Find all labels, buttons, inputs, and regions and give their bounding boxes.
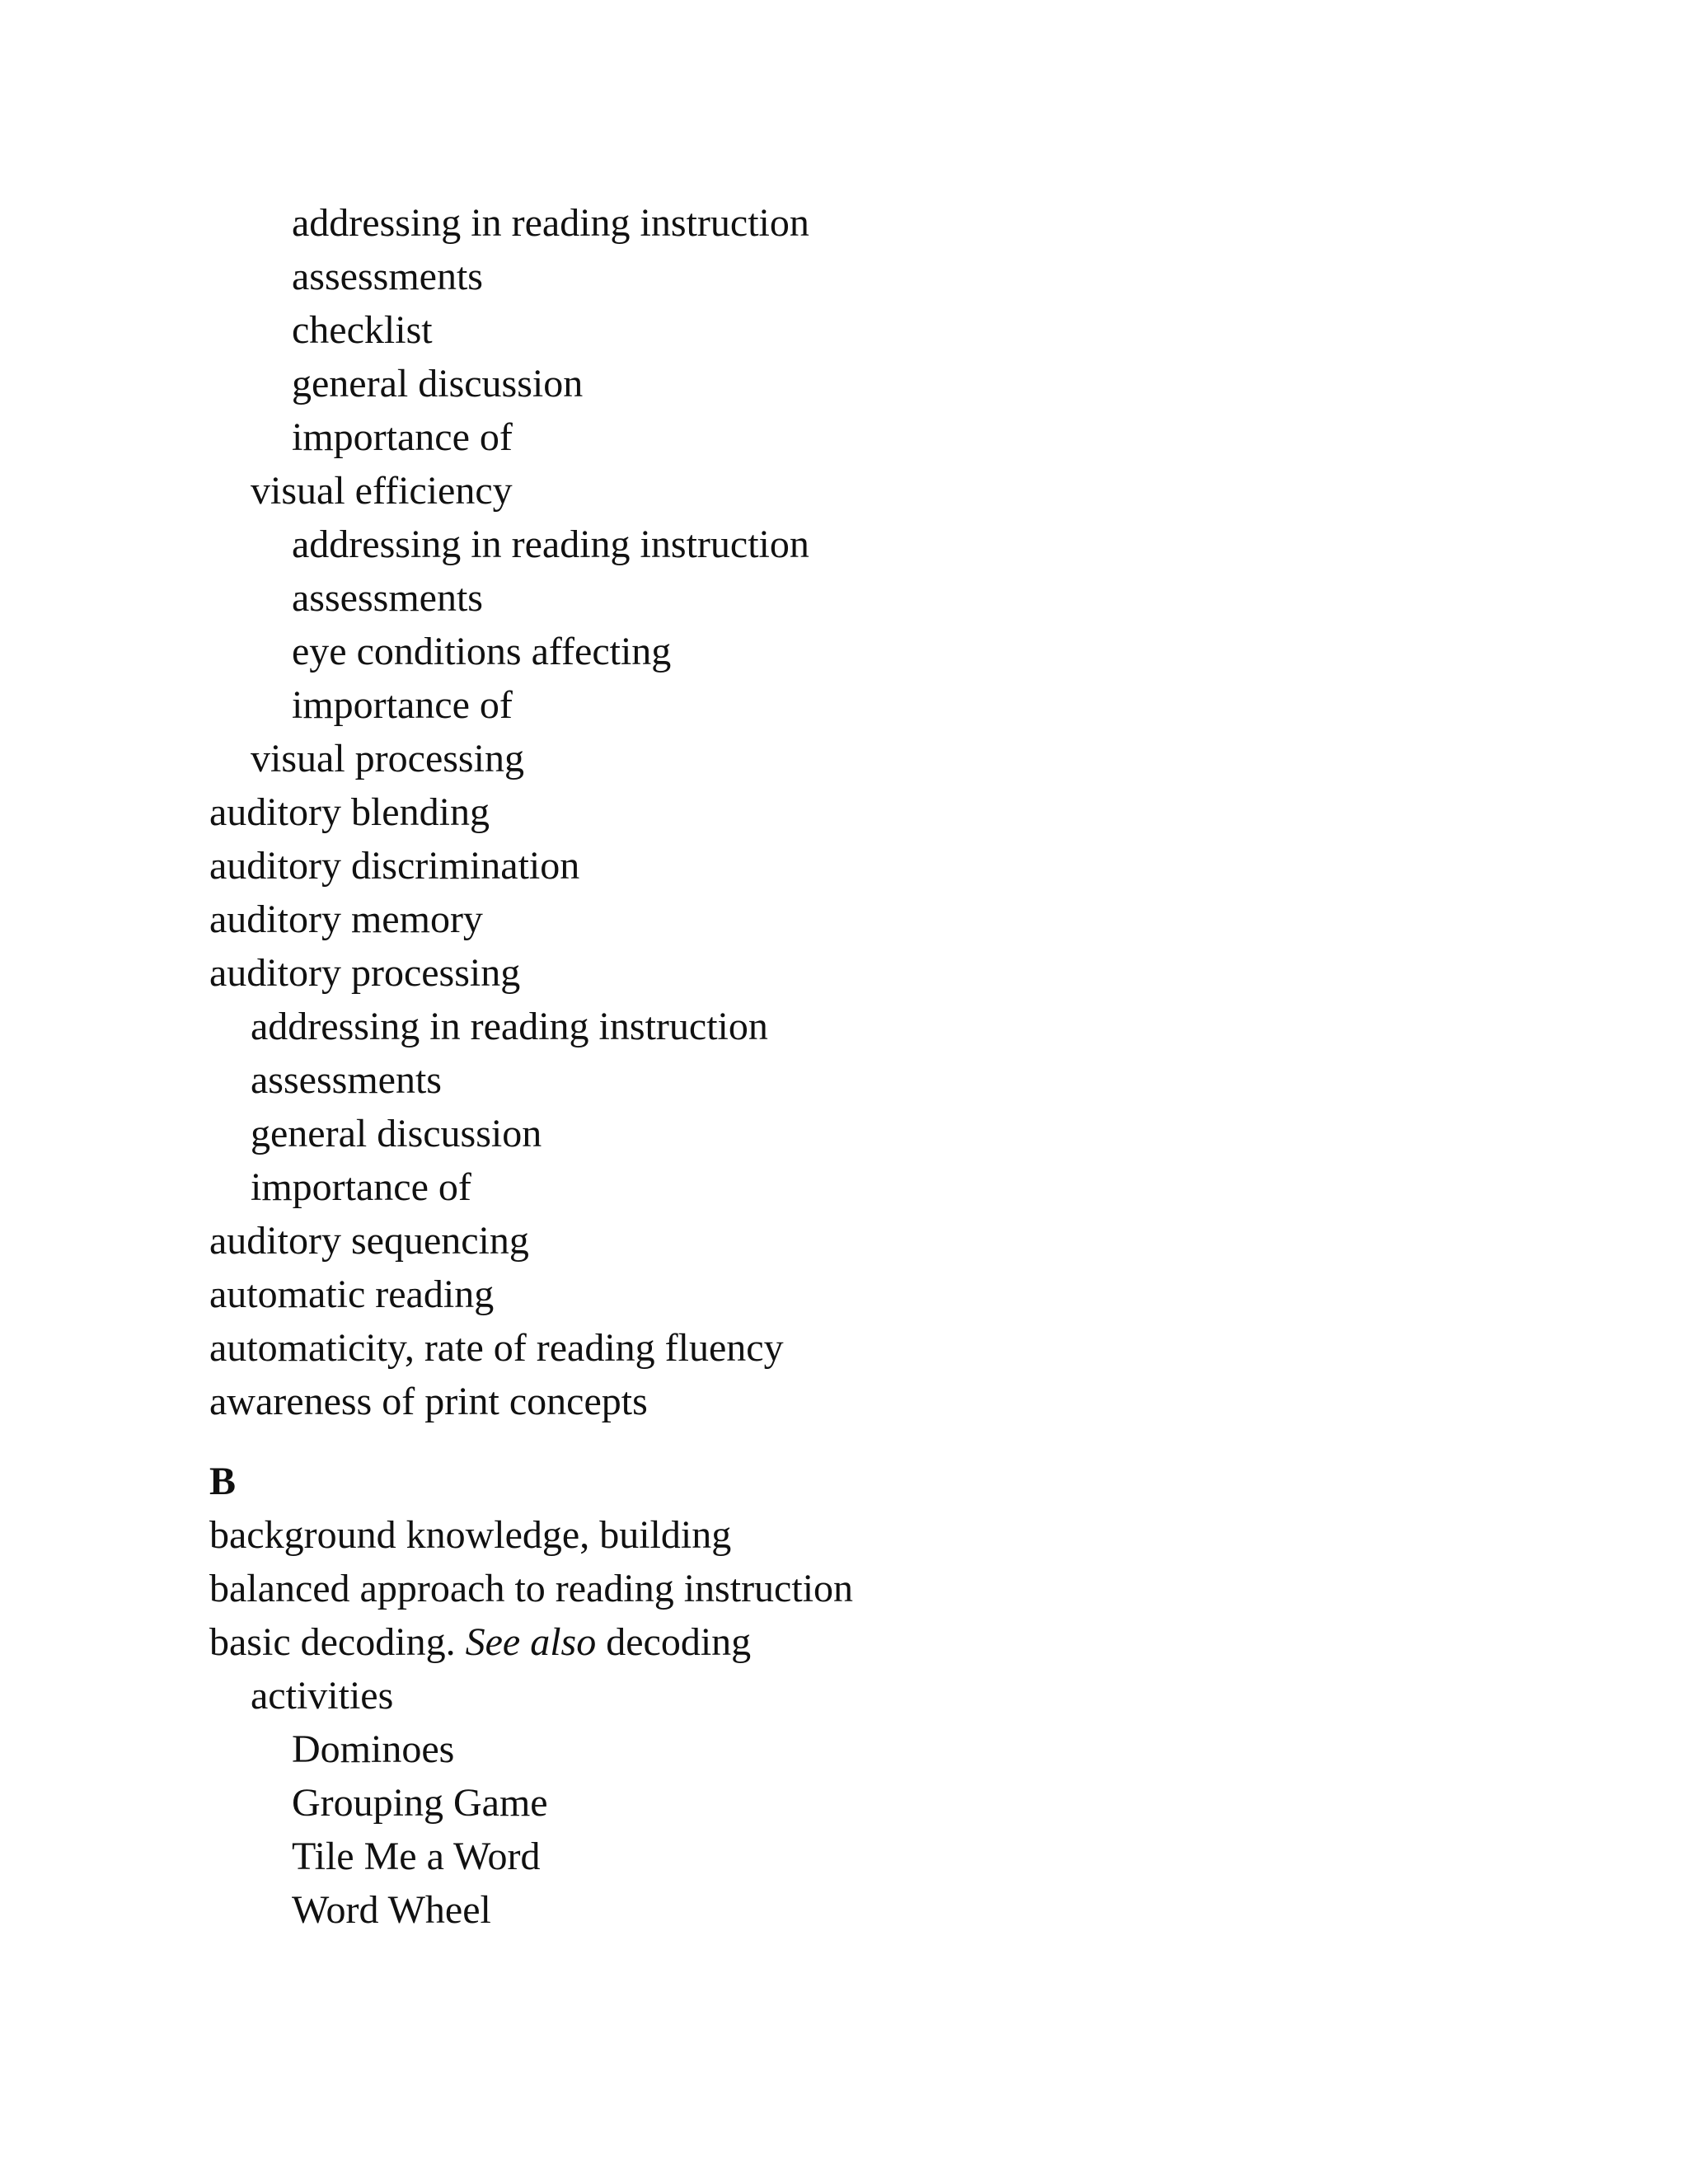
index-subentry: Grouping Game	[292, 1781, 548, 1825]
index-main-entry: auditory discrimination	[209, 844, 580, 888]
index-entry: visual efficiency	[251, 469, 513, 513]
index-subentry: Tile Me a Word	[292, 1835, 541, 1878]
index-entry: general discussion	[251, 1112, 542, 1155]
index-main-entry: awareness of print concepts	[209, 1380, 648, 1423]
index-entry: addressing in reading instruction	[251, 1005, 768, 1048]
index-subentry: general discussion	[292, 362, 584, 405]
index-entry: activities	[251, 1674, 394, 1718]
index-subentry: addressing in reading instruction	[292, 201, 809, 245]
index-subentry: assessments	[292, 255, 483, 298]
index-subentry: checklist	[292, 308, 433, 352]
index-entry: visual processing	[251, 737, 524, 780]
index-entry: importance of	[251, 1165, 471, 1209]
see-also-label: See also	[465, 1620, 597, 1664]
index-main-entry: auditory sequencing	[209, 1219, 529, 1263]
section-letter-heading: B	[209, 1460, 237, 1503]
entry-text: basic decoding.	[209, 1620, 466, 1664]
index-main-entry: automatic reading	[209, 1272, 495, 1316]
index-entry: assessments	[251, 1058, 442, 1102]
index-subentry: Word Wheel	[292, 1888, 491, 1932]
index-main-entry: auditory processing	[209, 951, 521, 995]
index-main-entry: auditory blending	[209, 790, 490, 834]
index-main-entry: balanced approach to reading instruction	[209, 1567, 854, 1610]
cross-reference-target: decoding	[596, 1620, 752, 1664]
index-subentry: importance of	[292, 415, 513, 459]
index-subentry: addressing in reading instruction	[292, 523, 809, 566]
index-main-entry-with-cross-reference	[209, 1615, 1611, 1669]
index-subentry: importance of	[292, 683, 513, 727]
index-main-entry: automaticity, rate of reading fluency	[209, 1326, 784, 1370]
index-column	[209, 196, 1611, 1937]
index-subentry: eye conditions affecting	[292, 630, 672, 673]
index-main-entry: background knowledge, building	[209, 1513, 732, 1557]
index-subentry: assessments	[292, 576, 483, 620]
index-subentry: Dominoes	[292, 1727, 455, 1771]
index-main-entry: auditory memory	[209, 898, 483, 941]
